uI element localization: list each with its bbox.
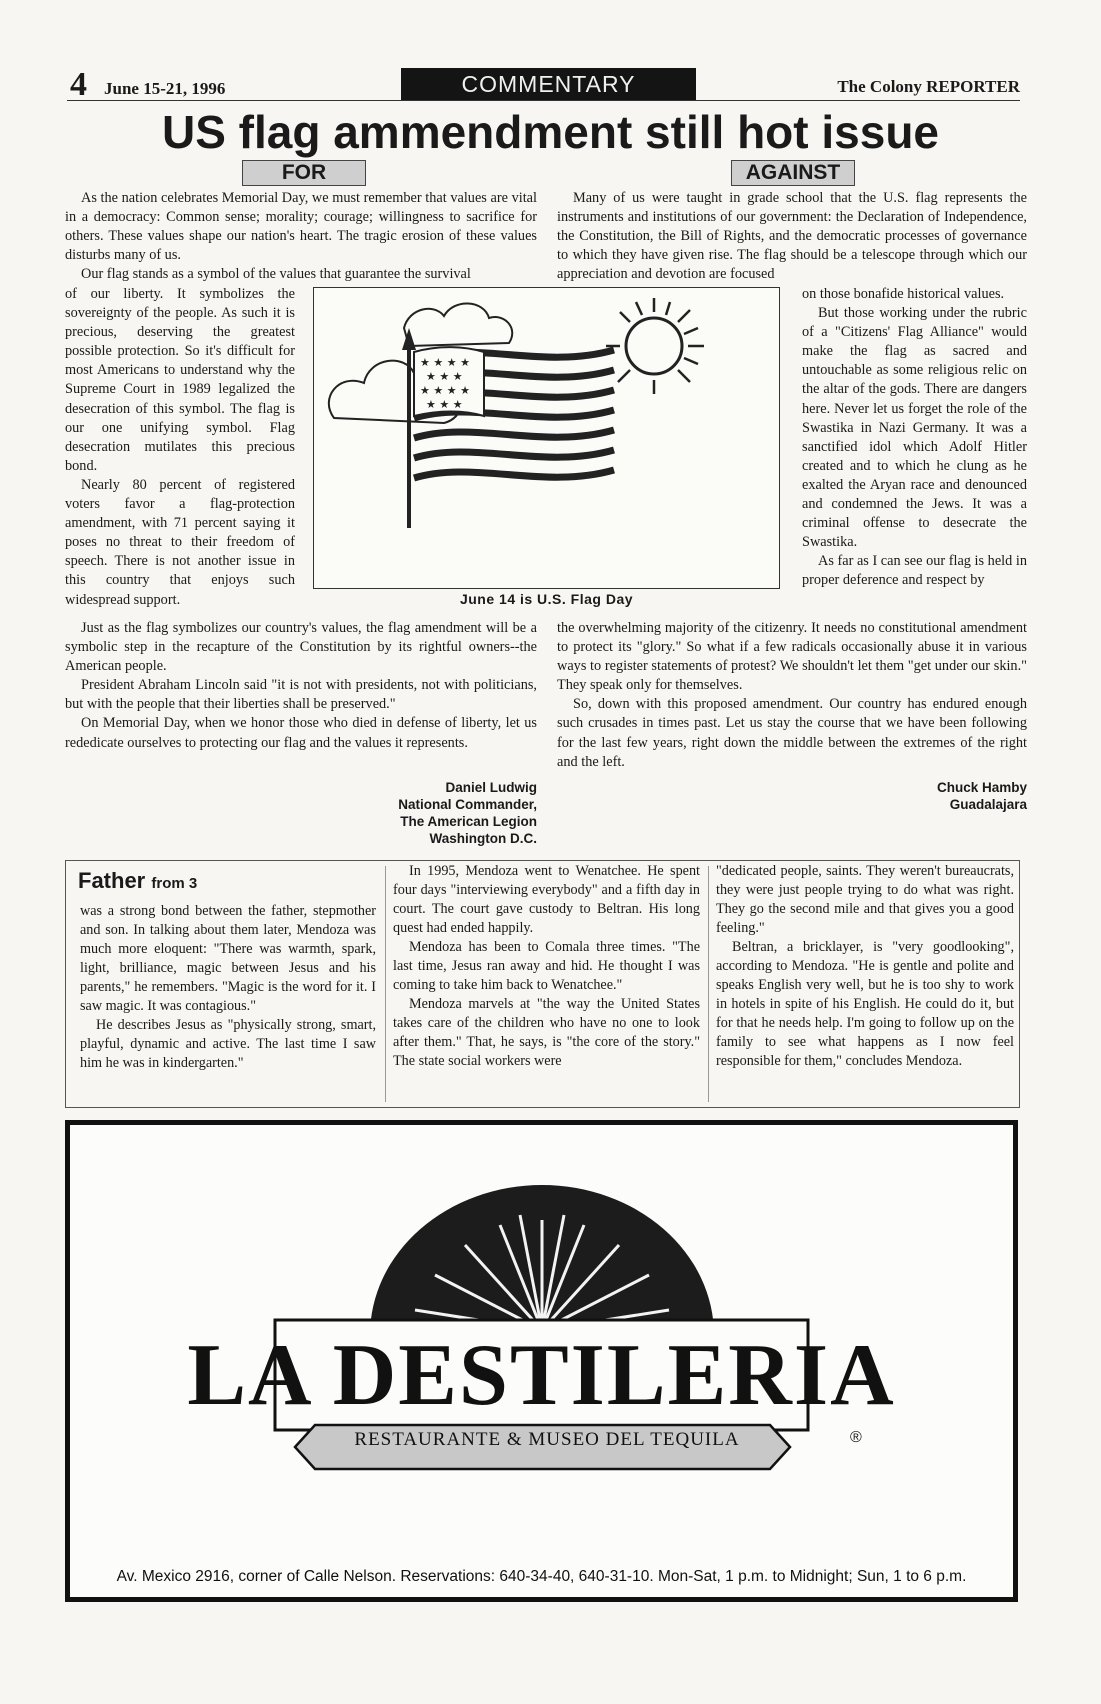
article-title: Father [78,868,146,893]
paragraph: In 1995, Mendoza went to Wenatchee. He spent four days "interviewing everybody" and a fifth day in court. The court gave custody to Beltran. His long quest had ended happily. [393,863,700,936]
father-col-2 [393,862,700,1071]
cloud-top [404,303,512,346]
flag-stars [420,356,470,411]
against-label: AGAINST [731,160,855,186]
paragraph: on those bonafide historical values. [802,286,1005,302]
against-signature [760,779,1027,813]
paragraph: But those working under the rubric of a "Citizens' Flag Alliance" would make the flag as sacred and untouchable as some religious relic on the altar of the gods. There are dangers here. Never let us forget the role of the Swastika in Nazi Germany. It was a sanctified idol which Adolf Hitler created and to which he clung as he exalted the Aryan race and denounced and condemned the Jews. It was a criminal offense to desecrate the Swastika. [802,305,1027,551]
paragraph: Just as the flag symbolizes our country's values, the flag amendment will be a symbolic step in the recapture of the Constitution by its rightful owners--the American people. [65,620,537,675]
paragraph: As far as I can see our flag is held in proper deference and respect by [802,553,1027,589]
illustration-caption: June 14 is U.S. Flag Day [459,591,634,607]
column-divider [385,866,386,1102]
signature-line: National Commander, [398,797,537,812]
section-banner: COMMENTARY [401,68,696,101]
flag-drawing [314,288,779,588]
against-text-top [557,189,1027,284]
paragraph: was a strong bond between the father, stepmother and son. In talking about them later, Mendoza was much more eloquent: "There was warmth, spark, light, brilliance, magic between Jesus and his parents," he remembers. "Magic is the word for it. I saw magic. It was contagious." [80,903,376,1014]
signature-line: Guadalajara [949,797,1027,812]
paragraph: Beltran, a bricklayer, is "very goodlooking", according to Mendoza. "He is gentle and polite and speaks English very well, but he is too shy to work in hotels in spite of his English. He could do it, but for that he needs help. I'm going to follow up on the family to see what happens as I now feel responsible for them," concludes Mendoza. [716,939,1014,1069]
newspaper-name: The Colony REPORTER [837,77,1020,96]
flag-illustration [313,287,780,589]
against-text-bottom [557,619,1027,772]
paragraph: Our flag stands as a symbol of the values that guarantee the survival [81,266,471,283]
for-signature [270,779,537,847]
paragraph: On Memorial Day, when we honor those who died in defense of liberty, let us rededicate ourselves to protecting our flag and the values it represents. [65,715,537,751]
page-number: 4 [70,66,87,103]
signature-line: Washington D.C. [429,831,537,846]
sun-icon [606,298,704,394]
for-text-mid [65,285,295,610]
signature-line: Daniel Ludwig [445,780,537,795]
ad-address: Av. Mexico 2916, corner of Calle Nelson. Reservations: 640-34-40, 640-31-10. Mon-Sat, 1 p.m. to Midnight; Sun, 1 to 6 p.m. [116,1568,967,1585]
paragraph: President Abraham Lincoln said "it is not with presidents, not with politicians, but with the people that their liberties shall be preserved." [65,677,537,713]
la-destileria-ad [65,1120,1018,1602]
jump-line: from 3 [151,875,198,892]
paragraph: Mendoza marvels at "the way the United States takes care of the children who have no one to look after them." That, he says, is "the core of the story." The state social workers were [393,996,700,1069]
headline: US flag ammendment still hot issue [161,106,940,158]
paragraph: So, down with this proposed amendment. Our country has endured enough such crusades in times past. Let us stay the course that we have been following for the last few years, right down the middle between the extremes of the right and the left. [557,696,1027,770]
paragraph: He describes Jesus as "physically strong, smart, playful, dynamic and active. The last time I saw him he was in kindergarten." [80,1017,376,1071]
signature-line: The American Legion [400,814,537,829]
paragraph: As the nation celebrates Memorial Day, we must remember that values are vital in a democracy: Common sense; morality; courage; willingness to sacrifice for others. These values shape our nation's heart. The tragic erosion of these values disturbs many of us. [65,190,537,264]
for-text-top [65,189,537,284]
ad-restaurant-name: LA DESTILERIA [187,1327,896,1424]
svg-text:★ ★ ★: ★ ★ ★ [426,370,463,383]
svg-text:★ ★ ★ ★: ★ ★ ★ ★ [420,356,470,369]
father-article-title [78,868,197,894]
header-rule [67,100,1020,101]
paragraph: Nearly 80 percent of registered voters favor a flag-protection amendment, with 71 percent saying it poses no threat to their freedom of speech. There is not another issue in this country that enjoys such widespread support. [65,476,295,608]
registered-mark: ® [850,1429,862,1446]
svg-text:★ ★ ★: ★ ★ ★ [426,398,463,411]
svg-text:★ ★ ★ ★: ★ ★ ★ ★ [420,384,470,397]
signature-line: Chuck Hamby [936,780,1027,795]
paragraph: of our liberty. It symbolizes the sovereignty of the people. As such it is precious, deserving the greatest possible protection. So it's difficult for most Americans to understand why the Supreme Court in 1989 legalized the desecration of this symbol. The flag is our one unifying symbol. Flag desecration mutilates this precious bond. [65,286,295,474]
paragraph: Mendoza has been to Comala three times. "The last time, Jesus ran away and hid. He thought I was coming to take him back to Wenatchee." [393,939,700,993]
paragraph: "dedicated people, saints. They weren't bureaucrats, they were just people trying to do what was right. They go the second mile and that gives you a good feeling." [716,863,1014,936]
father-col-3 [716,862,1014,1071]
issue-date: June 15-21, 1996 [104,79,226,98]
paragraph: Many of us were taught in grade school that the U.S. flag represents the instruments and institutions of our government: the Declaration of Independence, the Constitution, the Bill of Rights, and the democratic processes of governance to which they have given rise. The flag should be a telescope through which our appreciation and devotion are focused [557,190,1027,283]
against-text-mid [802,285,1027,591]
column-divider [708,866,709,1102]
father-col-1 [80,902,376,1073]
ad-subtitle: RESTAURANTE & MUSEO DEL TEQUILA [354,1429,740,1450]
paragraph: the overwhelming majority of the citizenry. It needs no constitutional amendment to protect its "glory." So what if a few radicals occasionally abuse it in various ways to register statements of protest? We shouldn't let them "get under our skin." They speak only for themselves. [557,620,1027,694]
for-label: FOR [242,160,366,186]
for-text-bottom [65,619,537,753]
